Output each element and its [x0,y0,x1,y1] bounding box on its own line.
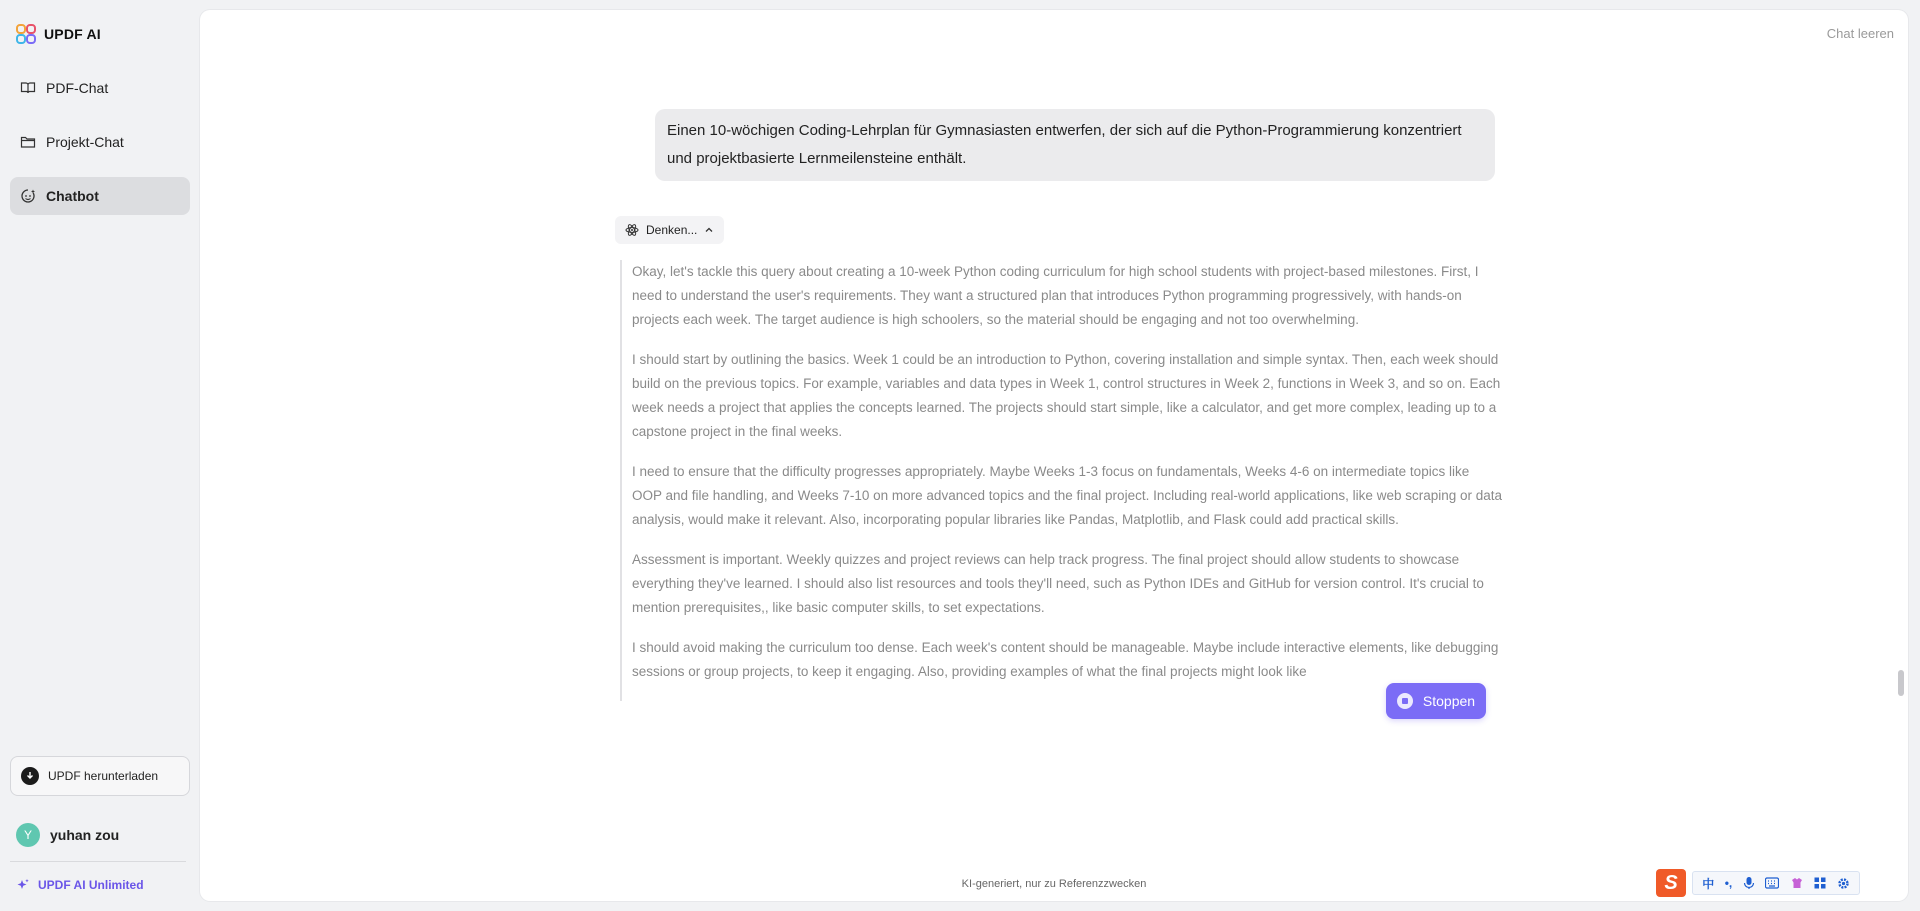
sparkle-icon [16,878,30,892]
sidebar [0,0,200,911]
ime-punctuation-toggle[interactable]: •, [1724,876,1733,890]
sidebar-divider [10,861,186,862]
download-label: UPDF herunterladen [48,769,159,783]
skin-icon[interactable] [1790,876,1804,890]
sidebar-nav [10,69,190,231]
keyboard-icon[interactable] [1765,877,1779,889]
sidebar-item-chatbot[interactable] [10,177,190,215]
brand-name: UPDF AI [44,26,101,42]
unlimited-label: UPDF AI Unlimited [38,878,144,892]
folder-icon [20,134,36,150]
ime-language-toggle[interactable]: 中 [1702,876,1715,891]
thinking-content [620,260,1502,701]
chat-panel [200,10,1908,901]
user-name: yuhan zou [50,827,120,843]
sidebar-item-label: Chatbot [46,188,99,204]
thought-paragraph: Okay, let's tackle this query about creating a 10-week Python coding curriculum for high school students with project-based milestones. First, I need to understand the user's requirements. They want a structured plan that introduces Python programming progressively, with hands-on projects each week. The target audience is high schoolers, so the material should be engaging and not too overwhelming. [632,264,1479,327]
ai-disclaimer: KI-generiert, nur zu Referenzzwecken [961,878,1147,890]
thinking-label: Denken... [646,223,698,237]
user-profile[interactable] [16,823,119,847]
ime-controls [1692,871,1860,895]
ime-logo[interactable]: S [1656,869,1686,897]
sidebar-item-projekt-chat[interactable] [10,123,190,161]
stop-generation-button[interactable] [1386,683,1486,719]
thinking-toggle[interactable] [615,216,724,244]
settings-icon[interactable] [1837,877,1850,890]
chatbot-icon [20,188,36,204]
sidebar-item-pdf-chat[interactable] [10,69,190,107]
download-updf-button[interactable] [10,756,190,796]
download-icon [21,767,39,785]
atom-icon [625,223,639,237]
avatar: Y [16,823,40,847]
thought-paragraph: I should start by outlining the basics. Week 1 could be an introduction to Python, covering installation and simple syntax. Then, each week should build on the previous topics. For example, variables and data types in Week 1, control structures in Week 2, functions in Week 3, and so on. Each week needs a project that applies the concepts learned. The projects should start simple, like a calculator, and get more complex, leading up to a capstone project in the final weeks. [632,352,1501,439]
sidebar-item-label: PDF-Chat [46,80,109,96]
ime-toolbar[interactable] [1656,868,1860,898]
upgrade-unlimited-link[interactable] [16,878,144,892]
thought-paragraph: I should avoid making the curriculum too dense. Each week's content should be manageable. Maybe include interactive elements, like debugging sessions or group projects, to keep it engaging. Also, providing examples of what the final projects might look like [632,640,1499,679]
sidebar-item-label: Projekt-Chat [46,134,124,150]
stop-icon [1397,693,1413,709]
chevron-up-icon [704,225,714,235]
updf-logo-icon [16,24,36,44]
scrollbar-thumb[interactable] [1898,670,1904,696]
thought-paragraph: Assessment is important. Weekly quizzes and project reviews can help track progress. The final project should allow students to showcase everything they've learned. I should also list resources and tools they'll need, such as Python IDEs and GitHub for version control. It's crucial to mention prerequisites,, like basic computer skills, to set expectations. [632,552,1484,615]
book-icon [20,80,36,96]
clear-chat-button[interactable]: Chat leeren [1826,26,1894,41]
stop-label: Stoppen [1422,693,1476,709]
brand[interactable] [16,24,101,44]
grid-icon[interactable] [1814,877,1826,889]
microphone-icon[interactable] [1743,876,1755,890]
thought-paragraph: I need to ensure that the difficulty progresses appropriately. Maybe Weeks 1-3 focus on fundamentals, Weeks 4-6 on intermediate topics like OOP and file handling, and Weeks 7-10 on more advanced topics and the final project. Including real-world applications, like web scraping or data analysis, would make it relevant. Also, incorporating popular libraries like Pandas, Matplotlib, and Flask could add practical skills. [632,464,1502,527]
user-message-bubble: Einen 10-wöchigen Coding-Lehrplan für Gymnasiasten entwerfen, der sich auf die Python-Programmierung konzentriert und projektbasierte Lernmeilensteine enthält. [655,109,1495,181]
